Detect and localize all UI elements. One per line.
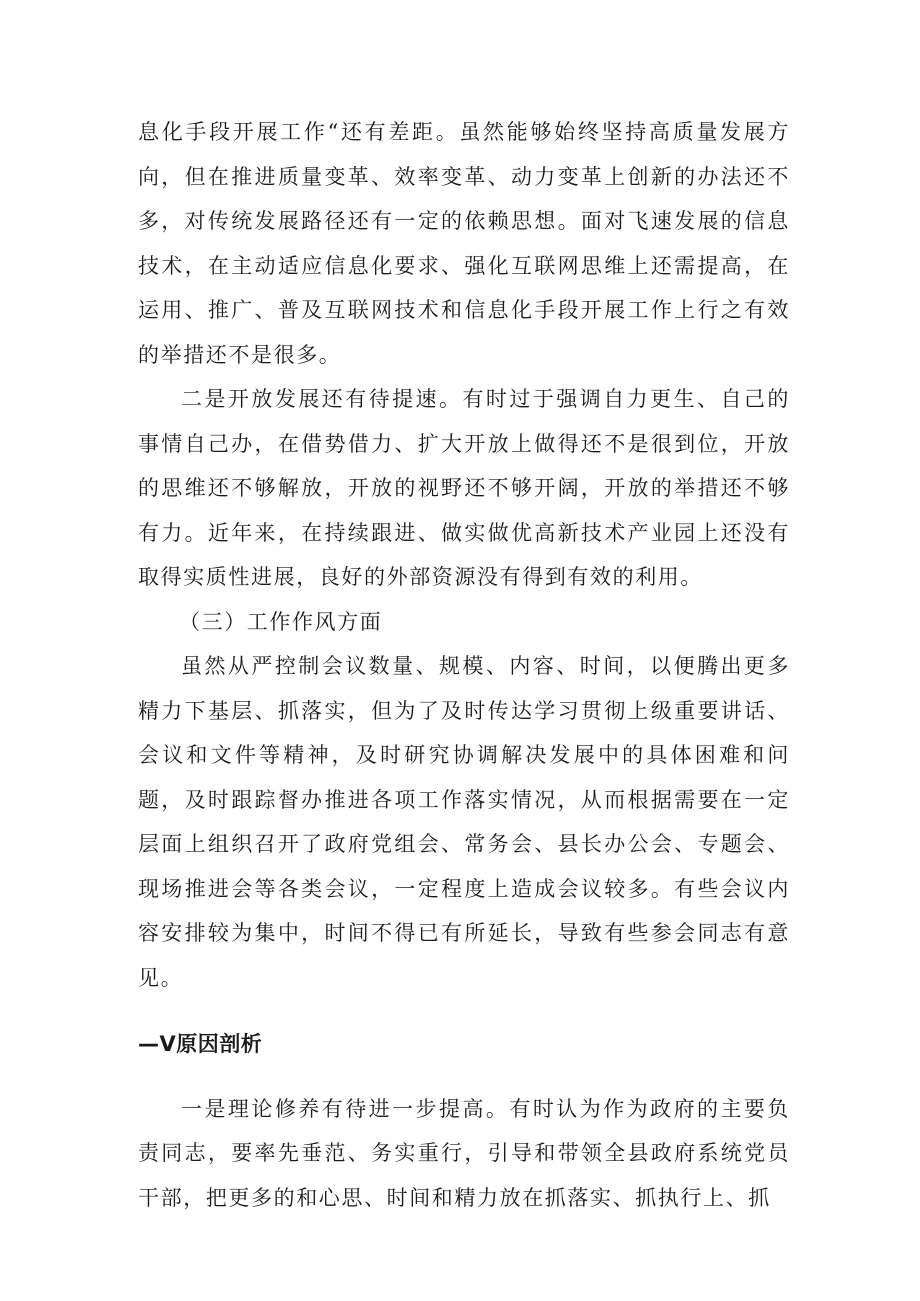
paragraph-digital-gap: 息化手段开展工作“还有差距。虽然能够始终坚持高质量发展方向，但在推进质量变革、效率变革、动力变革上创新的办法还不多，对传统发展路径还有一定的依赖思想。面对飞速发展的信息技术，在主动适应信息化要求、强化互联网思维上还需提高，在运用、推广、普及互联网技术和信息化手段开展工作上行之有效的举措还不是很多。: [138, 120, 790, 367]
section-heading-cause-analysis: —V原因剖析: [138, 1032, 263, 1056]
document-body: [138, 110, 790, 1220]
subheading-work-style: （三）工作作风方面: [179, 609, 383, 634]
paragraph-open-development: 二是开放发展还有待提速。有时过于强调自力更生、自己的事情自己办，在借势借力、扩大开放上做得还不是很到位，开放的思维还不够解放，开放的视野还不够开阔，开放的举措还不够有力。近年来，在持续跟进、做实做优高新技术产业园上还没有取得实质性进展，良好的外部资源没有得到有效的利用。: [138, 387, 790, 589]
paragraph-meetings: 虽然从严控制会议数量、规模、内容、时间，以便腾出更多精力下基层、抓落实，但为了及时传达学习贯彻上级重要讲话、会议和文件等精神，及时研究协调解决发展中的具体困难和问题，及时跟踪督办推进各项工作落实情况，从而根据需要在一定层面上组织召开了政府党组会、常务会、县长办公会、专题会、现场推进会等各类会议，一定程度上造成会议较多。有些会议内容安排较为集中，时间不得已有所延长，导致有些参会同志有意见。: [138, 654, 790, 990]
paragraph-theory-cultivation: 一是理论修养有待进一步提高。有时认为作为政府的主要负责同志，要率先垂范、务实重行，引导和带领全县政府系统党员干部，把更多的和心思、时间和精力放在抓落实、抓执行上、抓: [138, 1096, 790, 1210]
